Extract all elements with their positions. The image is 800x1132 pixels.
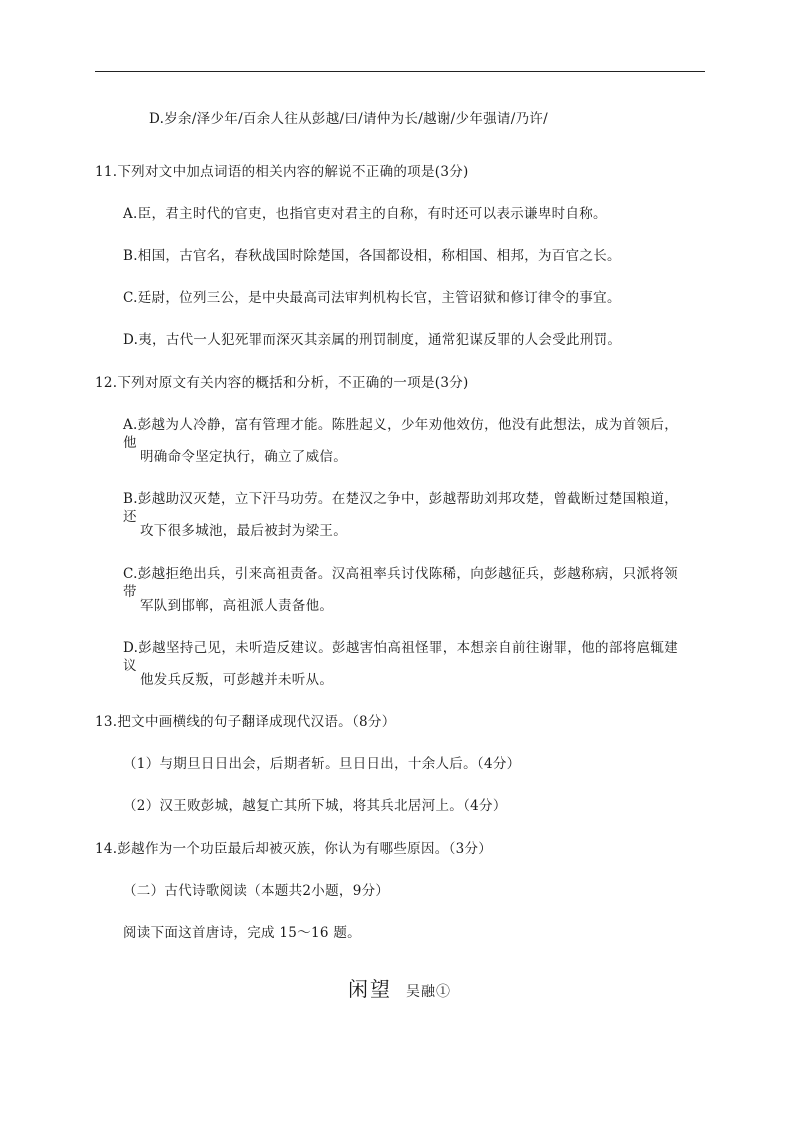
q12-option-d-line2: 他发兵反叛，可彭越并未听从。 <box>140 672 334 688</box>
section-heading: （二）古代诗歌阅读（本题共2小题，9分） <box>123 883 390 899</box>
q12-option-a-line1: A.彭越为人冷静，富有管理才能。陈胜起义，少年劝他效仿，他没有此想法，成为首领后，他 <box>123 417 678 451</box>
q13-item-2: （2）汉王败彭城，越复亡其所下城，将其兵北居河上。（4分） <box>123 798 507 814</box>
q11-stem: 11.下列对文中加点词语的相关内容的解说不正确的项是(3分) <box>95 164 469 180</box>
q12-option-a-line2: 明确命令坚定执行，确立了威信。 <box>140 449 347 465</box>
section-instruction: 阅读下面这首唐诗，完成 15～16 题。 <box>123 925 361 941</box>
poem-heading <box>348 976 451 1005</box>
q11-option-c: C.廷尉，位列三公，是中央最高司法审判机构长官，主管诏狱和修订律令的事宜。 <box>123 290 621 306</box>
q12-option-b-line1: B.彭越助汉灭楚，立下汗马功劳。在楚汉之争中，彭越帮助刘邦攻楚，曾截断过楚国粮道，还 <box>123 491 678 525</box>
q11-option-b: B.相国，古官名，春秋战国时除楚国，各国都设相，称相国、相邦，为百官之长。 <box>123 248 621 264</box>
q12-option-c-line2: 军队到邯郸，高祖派人责备他。 <box>140 598 334 614</box>
q12-option-b-line2: 攻下很多城池，最后被封为梁王。 <box>140 523 347 539</box>
q13-item-1: （1）与期旦日日出会，后期者斩。旦日日出，十余人后。（4分） <box>123 756 521 772</box>
q14-stem: 14.彭越作为一个功臣最后却被灭族，你认为有哪些原因。（3分） <box>95 841 493 857</box>
q13-stem: 13.把文中画横线的句子翻译成现代汉语。（8分） <box>95 714 396 730</box>
poem-author: 吴融① <box>406 984 451 1000</box>
q11-option-d: D.夷，古代一人犯死罪而深灭其亲属的刑罚制度，通常犯谋反罪的人会受此刑罚。 <box>123 332 622 348</box>
q11-option-a: A.臣，君主时代的官吏，也指官吏对君主的自称，有时还可以表示谦卑时自称。 <box>123 206 607 222</box>
q10-option-d: D.岁余/泽少年/百余人往从彭越/曰/请仲为长/越谢/少年强请/乃许/ <box>149 111 549 127</box>
q12-stem: 12.下列对原文有关内容的概括和分析，不正确的一项是(3分) <box>95 375 469 391</box>
q12-option-d-line1: D.彭越坚持己见，未听造反建议。彭越害怕高祖怪罪，本想亲自前往谢罪，他的部将扈辄建议 <box>123 640 678 674</box>
poem-title: 闲望 <box>348 977 392 1001</box>
header-rule <box>95 71 705 72</box>
q12-option-c-line1: C.彭越拒绝出兵，引来高祖责备。汉高祖率兵讨伐陈稀，向彭越征兵，彭越称病，只派将领带 <box>123 566 678 600</box>
